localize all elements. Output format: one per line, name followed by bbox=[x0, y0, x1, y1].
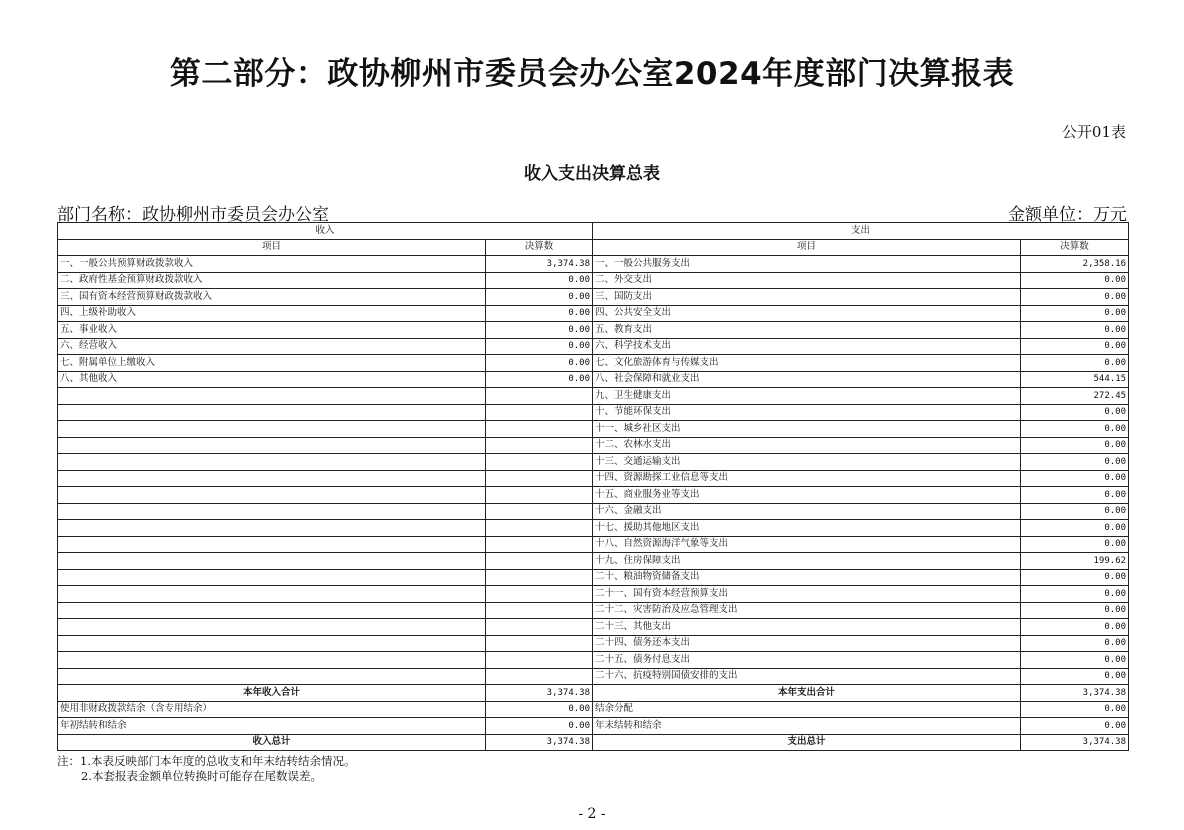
expense-amount-cell: 0.00 bbox=[1021, 322, 1129, 339]
table-row bbox=[58, 668, 1129, 685]
income-amount-cell: 0.00 bbox=[486, 322, 593, 339]
expense-item-cell: 二十、粮油物资储备支出 bbox=[593, 569, 1021, 586]
income-amount-cell: 0.00 bbox=[486, 305, 593, 322]
table-row bbox=[58, 388, 1129, 405]
amount-unit: 金额单位：万元 bbox=[1008, 205, 1127, 225]
expense-amount-cell: 0.00 bbox=[1021, 355, 1129, 372]
income-amount-cell bbox=[486, 619, 593, 636]
expense-amount-cell: 0.00 bbox=[1021, 668, 1129, 685]
income-amount-cell bbox=[486, 536, 593, 553]
income-item-cell: 使用非财政拨款结余（含专用结余） bbox=[58, 701, 486, 718]
expense-item-cell: 十八、自然资源海洋气象等支出 bbox=[593, 536, 1021, 553]
page-number: - 2 - bbox=[578, 806, 606, 822]
income-amount-cell: 3,374.38 bbox=[486, 256, 593, 273]
expense-item-cell: 七、文化旅游体育与传媒支出 bbox=[593, 355, 1021, 372]
income-amount-cell bbox=[486, 602, 593, 619]
income-item-cell bbox=[58, 652, 486, 669]
income-amount-cell: 0.00 bbox=[486, 289, 593, 306]
income-amount-cell bbox=[486, 503, 593, 520]
expense-amount-cell: 0.00 bbox=[1021, 487, 1129, 504]
income-item-cell bbox=[58, 421, 486, 438]
expense-item-cell: 二十二、灾害防治及应急管理支出 bbox=[593, 602, 1021, 619]
table-row bbox=[58, 536, 1129, 553]
income-item-column-header: 项目 bbox=[58, 239, 486, 256]
income-item-cell bbox=[58, 520, 486, 537]
expense-item-cell: 十、节能环保支出 bbox=[593, 404, 1021, 421]
expense-item-cell: 二十一、国有资本经营预算支出 bbox=[593, 586, 1021, 603]
income-item-cell bbox=[58, 454, 486, 471]
table-row bbox=[58, 355, 1129, 372]
expense-amount-cell: 0.00 bbox=[1021, 404, 1129, 421]
total-row bbox=[58, 734, 1129, 751]
table-row bbox=[58, 371, 1129, 388]
income-amount-cell bbox=[486, 569, 593, 586]
expense-amount-cell: 0.00 bbox=[1021, 701, 1129, 718]
income-item-cell bbox=[58, 470, 486, 487]
income-item-cell bbox=[58, 536, 486, 553]
table-row bbox=[58, 454, 1129, 471]
income-amount-column-header: 决算数 bbox=[486, 239, 593, 256]
expense-item-cell: 十九、住房保障支出 bbox=[593, 553, 1021, 570]
expense-item-cell: 五、教育支出 bbox=[593, 322, 1021, 339]
income-item-cell bbox=[58, 388, 486, 405]
table-row bbox=[58, 404, 1129, 421]
expense-item-cell: 一、一般公共服务支出 bbox=[593, 256, 1021, 273]
expense-amount-cell: 0.00 bbox=[1021, 272, 1129, 289]
income-amount-cell bbox=[486, 388, 593, 405]
table-title: 收入支出决算总表 bbox=[524, 164, 660, 184]
expense-item-cell: 六、科学技术支出 bbox=[593, 338, 1021, 355]
expense-amount-cell: 0.00 bbox=[1021, 652, 1129, 669]
table-row bbox=[58, 701, 1129, 718]
table-row bbox=[58, 569, 1129, 586]
department-name: 部门名称：政协柳州市委员会办公室 bbox=[57, 205, 329, 225]
income-item-cell bbox=[58, 503, 486, 520]
subtotal-row bbox=[58, 685, 1129, 702]
income-item-cell: 四、上级补助收入 bbox=[58, 305, 486, 322]
income-expense-table bbox=[57, 222, 1129, 751]
expense-item-cell: 年末结转和结余 bbox=[593, 718, 1021, 735]
table-row bbox=[58, 338, 1129, 355]
expense-item-cell: 十七、援助其他地区支出 bbox=[593, 520, 1021, 537]
expense-amount-cell: 0.00 bbox=[1021, 602, 1129, 619]
expense-amount-cell: 0.00 bbox=[1021, 305, 1129, 322]
footnotes bbox=[57, 754, 355, 784]
income-amount-cell bbox=[486, 487, 593, 504]
expense-amount-cell: 0.00 bbox=[1021, 635, 1129, 652]
income-item-cell bbox=[58, 569, 486, 586]
income-amount-cell bbox=[486, 421, 593, 438]
table-row bbox=[58, 322, 1129, 339]
income-item-cell bbox=[58, 635, 486, 652]
table-row bbox=[58, 520, 1129, 537]
income-amount-cell bbox=[486, 520, 593, 537]
income-item-cell bbox=[58, 553, 486, 570]
expense-item-column-header: 项目 bbox=[593, 239, 1021, 256]
expense-item-cell: 二、外交支出 bbox=[593, 272, 1021, 289]
income-item-cell: 收入总计 bbox=[58, 734, 486, 751]
income-amount-cell bbox=[486, 668, 593, 685]
income-amount-cell: 0.00 bbox=[486, 371, 593, 388]
form-code: 公开01表 bbox=[1061, 123, 1126, 141]
income-item-cell bbox=[58, 437, 486, 454]
page-title: 第二部分：政协柳州市委员会办公室2024年度部门决算报表 bbox=[169, 56, 1015, 92]
expense-item-cell: 二十六、抗疫特别国债安排的支出 bbox=[593, 668, 1021, 685]
expense-item-cell: 十六、金融支出 bbox=[593, 503, 1021, 520]
expense-amount-cell: 0.00 bbox=[1021, 338, 1129, 355]
income-amount-cell: 0.00 bbox=[486, 355, 593, 372]
table-body bbox=[58, 256, 1129, 751]
table-row bbox=[58, 305, 1129, 322]
income-item-cell bbox=[58, 487, 486, 504]
expense-item-cell: 四、公共安全支出 bbox=[593, 305, 1021, 322]
income-item-cell: 五、事业收入 bbox=[58, 322, 486, 339]
expense-item-cell: 十四、资源勘探工业信息等支出 bbox=[593, 470, 1021, 487]
expense-item-cell: 八、社会保障和就业支出 bbox=[593, 371, 1021, 388]
table-row bbox=[58, 553, 1129, 570]
expense-item-cell: 结余分配 bbox=[593, 701, 1021, 718]
table-row bbox=[58, 437, 1129, 454]
table-row bbox=[58, 635, 1129, 652]
table-row bbox=[58, 652, 1129, 669]
expense-item-cell: 十三、交通运输支出 bbox=[593, 454, 1021, 471]
table-row bbox=[58, 602, 1129, 619]
expense-amount-cell: 0.00 bbox=[1021, 586, 1129, 603]
income-item-cell bbox=[58, 668, 486, 685]
expense-item-cell: 本年支出合计 bbox=[593, 685, 1021, 702]
income-item-cell bbox=[58, 619, 486, 636]
income-item-cell bbox=[58, 404, 486, 421]
income-item-cell: 一、一般公共预算财政拨款收入 bbox=[58, 256, 486, 273]
income-item-cell: 六、经营收入 bbox=[58, 338, 486, 355]
expense-amount-cell: 3,374.38 bbox=[1021, 734, 1129, 751]
table-row bbox=[58, 289, 1129, 306]
income-amount-cell bbox=[486, 437, 593, 454]
footnote-2: 2.本套报表金额单位转换时可能存在尾数误差。 bbox=[81, 769, 322, 783]
expense-header: 支出 bbox=[593, 223, 1129, 240]
income-item-cell: 二、政府性基金预算财政拨款收入 bbox=[58, 272, 486, 289]
expense-amount-cell: 0.00 bbox=[1021, 619, 1129, 636]
expense-amount-cell: 0.00 bbox=[1021, 718, 1129, 735]
income-amount-cell bbox=[486, 635, 593, 652]
expense-amount-cell: 544.15 bbox=[1021, 371, 1129, 388]
income-amount-cell: 0.00 bbox=[486, 338, 593, 355]
income-amount-cell bbox=[486, 652, 593, 669]
expense-amount-cell: 0.00 bbox=[1021, 421, 1129, 438]
expense-item-cell: 二十五、债务付息支出 bbox=[593, 652, 1021, 669]
income-amount-cell: 3,374.38 bbox=[486, 685, 593, 702]
expense-amount-cell: 199.62 bbox=[1021, 553, 1129, 570]
expense-amount-cell: 0.00 bbox=[1021, 503, 1129, 520]
income-item-cell: 八、其他收入 bbox=[58, 371, 486, 388]
income-header: 收入 bbox=[58, 223, 593, 240]
expense-amount-cell: 272.45 bbox=[1021, 388, 1129, 405]
income-item-cell bbox=[58, 602, 486, 619]
expense-amount-cell: 0.00 bbox=[1021, 569, 1129, 586]
expense-item-cell: 二十三、其他支出 bbox=[593, 619, 1021, 636]
income-amount-cell: 0.00 bbox=[486, 272, 593, 289]
footnote-1: 注：1.本表反映部门本年度的总收支和年末结转结余情况。 bbox=[57, 754, 356, 768]
expense-item-cell: 十一、城乡社区支出 bbox=[593, 421, 1021, 438]
expense-item-cell: 三、国防支出 bbox=[593, 289, 1021, 306]
income-item-cell: 本年收入合计 bbox=[58, 685, 486, 702]
expense-amount-cell: 3,374.38 bbox=[1021, 685, 1129, 702]
expense-amount-cell: 0.00 bbox=[1021, 536, 1129, 553]
income-item-cell: 年初结转和结余 bbox=[58, 718, 486, 735]
income-amount-cell bbox=[486, 454, 593, 471]
expense-amount-cell: 0.00 bbox=[1021, 470, 1129, 487]
income-amount-cell: 0.00 bbox=[486, 718, 593, 735]
expense-amount-cell: 0.00 bbox=[1021, 520, 1129, 537]
table-row bbox=[58, 487, 1129, 504]
expense-amount-cell: 2,358.16 bbox=[1021, 256, 1129, 273]
table-row bbox=[58, 586, 1129, 603]
income-amount-cell bbox=[486, 470, 593, 487]
income-amount-cell bbox=[486, 404, 593, 421]
expense-amount-column-header: 决算数 bbox=[1021, 239, 1129, 256]
table-row bbox=[58, 718, 1129, 735]
expense-item-cell: 十二、农林水支出 bbox=[593, 437, 1021, 454]
table-row bbox=[58, 421, 1129, 438]
expense-amount-cell: 0.00 bbox=[1021, 289, 1129, 306]
income-item-cell: 三、国有资本经营预算财政拨款收入 bbox=[58, 289, 486, 306]
expense-item-cell: 九、卫生健康支出 bbox=[593, 388, 1021, 405]
table-row bbox=[58, 272, 1129, 289]
table-row bbox=[58, 619, 1129, 636]
table-row bbox=[58, 503, 1129, 520]
table-row bbox=[58, 256, 1129, 273]
income-item-cell: 七、附属单位上缴收入 bbox=[58, 355, 486, 372]
income-item-cell bbox=[58, 586, 486, 603]
expense-item-cell: 二十四、债务还本支出 bbox=[593, 635, 1021, 652]
expense-item-cell: 支出总计 bbox=[593, 734, 1021, 751]
expense-amount-cell: 0.00 bbox=[1021, 454, 1129, 471]
table-row bbox=[58, 470, 1129, 487]
expense-item-cell: 十五、商业服务业等支出 bbox=[593, 487, 1021, 504]
income-amount-cell: 3,374.38 bbox=[486, 734, 593, 751]
income-amount-cell: 0.00 bbox=[486, 701, 593, 718]
income-amount-cell bbox=[486, 586, 593, 603]
income-amount-cell bbox=[486, 553, 593, 570]
expense-amount-cell: 0.00 bbox=[1021, 437, 1129, 454]
